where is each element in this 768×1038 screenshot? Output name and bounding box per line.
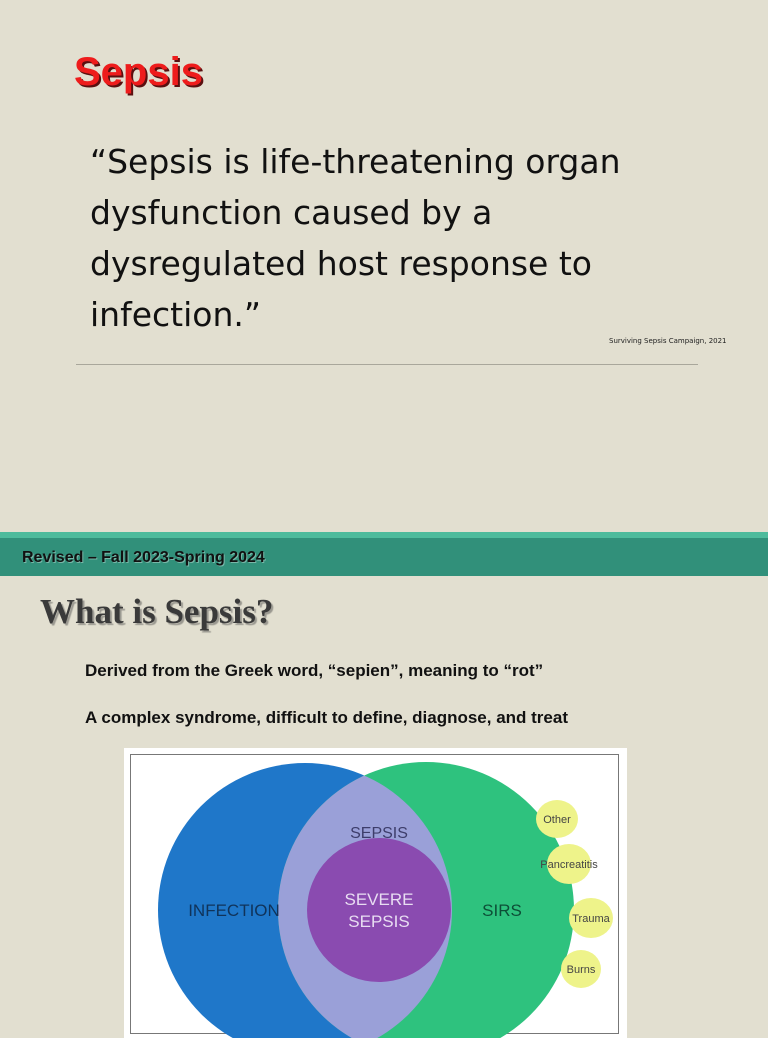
revision-text: Revised – Fall 2023-Spring 2024 bbox=[22, 549, 265, 566]
sepsis-venn-diagram bbox=[124, 748, 627, 1038]
sepsis-label: SEPSIS bbox=[350, 825, 408, 842]
slide-what-is-sepsis bbox=[0, 576, 768, 1024]
quote-citation: Surviving Sepsis Campaign, 2021 bbox=[609, 337, 727, 345]
bullet-item: Derived from the Greek word, “sepien”, meaning to “rot” bbox=[85, 661, 544, 680]
bullet-item: A complex syndrome, difficult to define, diagnose, and treat bbox=[85, 708, 568, 727]
slide-title: Sepsis bbox=[74, 50, 203, 94]
sirs-label: SIRS bbox=[482, 901, 522, 920]
severe-sepsis-label-1: SEVERE bbox=[344, 890, 414, 909]
slide-title: What is Sepsis? bbox=[40, 592, 274, 631]
satellite-label: Other bbox=[543, 814, 571, 826]
satellite-burns bbox=[561, 950, 601, 988]
satellite-other bbox=[536, 800, 578, 838]
satellite-label: Trauma bbox=[572, 913, 610, 925]
venn-svg bbox=[124, 748, 627, 1038]
revision-banner bbox=[0, 538, 768, 576]
infection-label: INFECTION bbox=[188, 901, 280, 920]
satellite-label: Pancreatitis bbox=[540, 859, 598, 871]
severe-sepsis-circle bbox=[307, 838, 451, 982]
satellite-trauma bbox=[569, 898, 613, 938]
divider-line bbox=[76, 364, 698, 365]
definition-quote: “Sepsis is life-threatening organ dysfunction caused by a dysregulated host response to infection.” bbox=[90, 142, 621, 334]
severe-sepsis-label-2: SEPSIS bbox=[348, 912, 410, 931]
satellite-label: Burns bbox=[566, 964, 596, 976]
